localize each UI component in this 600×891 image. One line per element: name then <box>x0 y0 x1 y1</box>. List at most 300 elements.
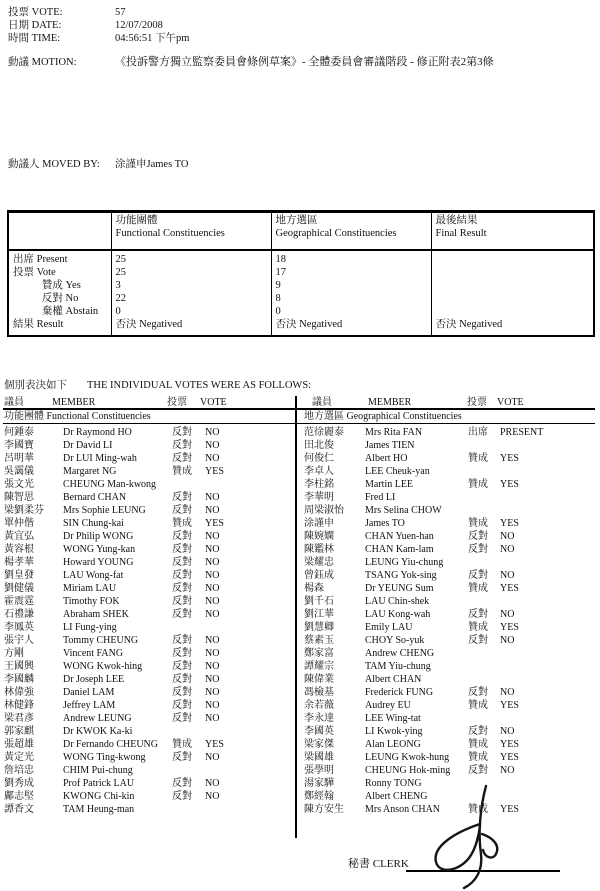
member-row <box>0 504 295 517</box>
member-name-en: LI Fung-ying <box>63 622 117 633</box>
member-name-zh: 余若薇 <box>304 700 334 711</box>
member-row <box>0 543 295 556</box>
meta-block <box>8 6 189 45</box>
member-row <box>300 725 600 738</box>
header-vote-en: VOTE <box>497 397 524 408</box>
member-vote-en: NO <box>205 687 220 698</box>
member-name-zh: 陳婉嫻 <box>304 531 334 542</box>
member-name-zh: 李國英 <box>304 726 334 737</box>
member-vote-en: NO <box>205 596 220 607</box>
member-name-en: CHEUNG Hok-ming <box>365 765 451 776</box>
member-name-en: Dr David LI <box>63 440 113 451</box>
member-name-zh: 張文光 <box>4 479 34 490</box>
member-name-en: Miriam LAU <box>63 583 117 594</box>
summary-functional-value: 0 <box>115 305 121 317</box>
meta-row <box>8 19 189 32</box>
member-vote-en <box>500 465 600 478</box>
member-name-zh: 劉江華 <box>304 609 334 620</box>
member-name-zh: 梁耀忠 <box>304 557 334 568</box>
member-name-en: Timothy FOK <box>63 596 120 607</box>
moved-by-row <box>8 158 188 171</box>
member-row <box>0 426 295 439</box>
member-vote-en: YES <box>500 518 519 529</box>
member-name-en: Howard YOUNG <box>63 557 134 568</box>
member-vote-en: NO <box>500 726 515 737</box>
member-vote-en <box>500 660 600 673</box>
member-name-en: CHEUNG Man-kwong <box>63 479 157 490</box>
member-vote-en <box>500 777 600 790</box>
member-name-en: Margaret NG <box>63 466 117 477</box>
member-name-en: Ronny TONG <box>365 778 422 789</box>
moved-by-label: 動議人 MOVED BY: <box>8 159 100 170</box>
member-vote-en: NO <box>205 531 220 542</box>
clerk-label: 秘書 CLERK <box>348 858 409 870</box>
member-name-zh: 呂明華 <box>4 453 34 464</box>
individual-votes-title-zh: 個別表決如下 <box>4 380 67 391</box>
member-name-en: Frederick FUNG <box>365 687 434 698</box>
category-geographical: 地方選區 Geographical Constituencies <box>304 411 462 422</box>
member-name-zh: 林偉強 <box>4 687 34 698</box>
member-vote-zh: 反對 <box>172 661 192 672</box>
member-vote-en <box>500 595 600 608</box>
header-member-en: MEMBER <box>368 397 412 408</box>
member-name-en: CHIM Pui-chung <box>63 765 133 776</box>
meta-value: 12/07/2008 <box>115 20 163 31</box>
member-vote-en: NO <box>500 570 515 581</box>
member-row <box>0 738 295 751</box>
member-name-zh: 梁家傑 <box>304 739 334 750</box>
member-name-zh: 譚耀宗 <box>304 661 334 672</box>
summary-functional-value: 22 <box>115 292 126 304</box>
member-vote-en: NO <box>205 778 220 789</box>
member-vote-en: NO <box>500 544 515 555</box>
member-vote-zh: 贊成 <box>468 622 488 633</box>
member-name-en: Fred LI <box>365 492 396 503</box>
summary-final-value <box>436 266 590 279</box>
member-name-zh: 周梁淑怡 <box>304 505 344 516</box>
member-row <box>0 439 295 452</box>
member-name-zh: 鄺志堅 <box>4 791 34 802</box>
header-member-zh: 議員 <box>312 397 332 408</box>
meta-value: 04:56:51 下午pm <box>115 33 190 44</box>
member-vote-en: NO <box>205 453 220 464</box>
member-vote-zh <box>468 556 500 569</box>
member-name-en: Dr LUI Ming-wah <box>63 453 137 464</box>
member-row <box>0 595 295 608</box>
member-name-en: Albert CHENG <box>365 791 428 802</box>
member-vote-zh: 反對 <box>172 778 192 789</box>
meta-label: 日期 DATE: <box>8 20 62 31</box>
member-vote-en <box>500 504 600 517</box>
member-name-zh: 陳偉業 <box>304 674 334 685</box>
member-vote-en: NO <box>205 609 220 620</box>
member-row <box>0 803 295 816</box>
member-name-zh: 劉千石 <box>304 596 334 607</box>
member-name-zh: 李柱銘 <box>304 479 334 490</box>
member-name-zh: 梁君彥 <box>4 713 34 724</box>
member-vote-en: YES <box>500 622 519 633</box>
member-name-zh: 楊森 <box>304 583 324 594</box>
member-name-zh: 曾鈺成 <box>304 570 334 581</box>
member-name-en: TAM Heung-man <box>63 804 135 815</box>
member-row <box>300 426 600 439</box>
member-row <box>0 556 295 569</box>
member-vote-zh: 反對 <box>172 700 192 711</box>
summary-final-value <box>436 292 590 305</box>
member-row <box>300 504 600 517</box>
header-member-zh: 議員 <box>4 397 24 408</box>
member-vote-zh: 反對 <box>172 440 192 451</box>
member-row <box>0 621 295 634</box>
member-vote-zh: 贊成 <box>468 739 488 750</box>
member-name-en: James TIEN <box>365 440 415 451</box>
member-name-en: LEE Wing-tat <box>365 713 421 724</box>
member-vote-zh: 反對 <box>172 531 192 542</box>
member-name-en: Martin LEE <box>365 479 414 490</box>
member-vote-en: NO <box>205 752 220 763</box>
member-name-zh: 譚香文 <box>4 804 34 815</box>
member-row <box>300 543 600 556</box>
member-name-en: Albert HO <box>365 453 408 464</box>
member-vote-en <box>205 764 295 777</box>
member-name-en: Dr KWOK Ka-ki <box>63 726 133 737</box>
col-title-en: Final Result <box>435 228 487 239</box>
summary-final-value <box>436 279 590 292</box>
member-vote-zh: 反對 <box>172 453 192 464</box>
member-name-zh: 何鍾泰 <box>4 427 34 438</box>
member-name-zh: 范徐麗泰 <box>304 427 344 438</box>
summary-geographical-value: 否決 Negatived <box>275 318 343 330</box>
member-vote-en: YES <box>500 453 519 464</box>
member-vote-en <box>205 725 295 738</box>
member-vote-en: YES <box>500 583 519 594</box>
summary-labels-cell <box>8 250 111 336</box>
member-row <box>0 647 295 660</box>
member-vote-en: YES <box>500 804 519 815</box>
member-name-zh: 何俊仁 <box>304 453 334 464</box>
summary-row-label: 出席 Present <box>13 253 68 265</box>
member-name-en: Alan LEONG <box>365 739 421 750</box>
member-list-geographical <box>300 426 600 816</box>
member-name-zh: 李國麟 <box>4 674 34 685</box>
member-name-zh: 單仲偕 <box>4 518 34 529</box>
member-name-en: Jeffrey LAM <box>63 700 116 711</box>
member-row <box>0 582 295 595</box>
member-vote-en: NO <box>205 427 220 438</box>
member-row <box>0 608 295 621</box>
member-vote-zh: 反對 <box>172 557 192 568</box>
member-name-en: Dr Philip WONG <box>63 531 134 542</box>
member-row <box>0 530 295 543</box>
summary-geographical-value: 0 <box>275 305 281 317</box>
member-name-zh: 黃容根 <box>4 544 34 555</box>
member-name-zh: 方剛 <box>4 648 24 659</box>
member-vote-zh <box>172 478 205 491</box>
header-vote-zh: 投票 <box>167 397 187 408</box>
member-name-en: Mrs Rita FAN <box>365 427 423 438</box>
member-row <box>0 465 295 478</box>
member-vote-zh: 贊成 <box>172 739 192 750</box>
member-vote-zh: 反對 <box>468 609 488 620</box>
member-name-en: Andrew CHENG <box>365 648 435 659</box>
individual-votes-title <box>4 377 311 392</box>
member-vote-zh <box>468 660 500 673</box>
member-name-en: TAM Yiu-chung <box>365 661 431 672</box>
member-name-zh: 梁劉柔芬 <box>4 505 44 516</box>
member-row <box>300 608 600 621</box>
summary-table <box>7 210 595 337</box>
member-row <box>0 725 295 738</box>
member-row <box>0 634 295 647</box>
member-row <box>300 582 600 595</box>
member-vote-zh <box>468 647 500 660</box>
member-vote-en: NO <box>500 765 515 776</box>
member-vote-en: NO <box>500 609 515 620</box>
member-vote-en: YES <box>205 518 224 529</box>
member-row <box>300 556 600 569</box>
summary-col-final <box>431 212 594 250</box>
meta-label: 時間 TIME: <box>8 33 61 44</box>
member-vote-zh <box>172 621 205 634</box>
member-vote-en: NO <box>205 661 220 672</box>
member-name-en: CHAN Yuen-han <box>365 531 434 542</box>
member-row <box>0 790 295 803</box>
individual-votes-title-en: THE INDIVIDUAL VOTES WERE AS FOLLOWS: <box>87 380 312 391</box>
meta-label: 投票 VOTE: <box>8 7 63 18</box>
member-name-en: Andrew LEUNG <box>63 713 132 724</box>
member-vote-en: YES <box>205 466 224 477</box>
member-vote-zh: 反對 <box>468 687 488 698</box>
member-vote-en: NO <box>205 583 220 594</box>
member-row <box>300 595 600 608</box>
member-vote-zh: 反對 <box>172 687 192 698</box>
member-name-en: WONG Kwok-hing <box>63 661 143 672</box>
member-row <box>0 686 295 699</box>
member-vote-zh <box>468 673 500 686</box>
summary-final-value <box>436 253 590 266</box>
member-name-zh: 劉健儀 <box>4 583 34 594</box>
member-vote-zh <box>468 504 500 517</box>
member-vote-zh: 反對 <box>172 648 192 659</box>
member-name-en: Tommy CHEUNG <box>63 635 139 646</box>
motion-text: 《投訴警方獨立監察委員會條例草案》- 全體委員會審議階段 - 修正附表2第3條 <box>115 56 494 68</box>
member-name-en: CHAN Kam-lam <box>365 544 434 555</box>
summary-col-geographical <box>271 212 431 250</box>
member-row <box>300 764 600 777</box>
member-name-zh: 田北俊 <box>304 440 334 451</box>
member-row <box>300 452 600 465</box>
summary-corner-cell <box>8 212 111 250</box>
member-name-zh: 陳方安生 <box>304 804 344 815</box>
member-name-en: Albert CHAN <box>365 674 422 685</box>
summary-final-value <box>436 305 590 318</box>
member-name-zh: 劉秀成 <box>4 778 34 789</box>
member-name-en: LI Kwok-ying <box>365 726 423 737</box>
member-row <box>0 517 295 530</box>
member-vote-en: NO <box>205 791 220 802</box>
member-name-zh: 李卓人 <box>304 466 334 477</box>
summary-geographical-value: 18 <box>275 253 286 265</box>
member-vote-zh <box>468 712 500 725</box>
member-vote-en <box>500 556 600 569</box>
member-vote-zh: 反對 <box>172 544 192 555</box>
meta-row <box>8 6 189 19</box>
col-title-en: Functional Constituencies <box>115 228 225 239</box>
member-vote-en: NO <box>205 635 220 646</box>
member-name-en: KWONG Chi-kin <box>63 791 135 802</box>
member-name-en: Vincent FANG <box>63 648 124 659</box>
member-vote-zh: 贊成 <box>468 518 488 529</box>
member-vote-en <box>500 712 600 725</box>
member-row <box>300 712 600 725</box>
summary-functional-value: 25 <box>115 266 126 278</box>
member-row <box>0 699 295 712</box>
member-row <box>300 738 600 751</box>
member-vote-en <box>205 621 295 634</box>
member-vote-zh: 贊成 <box>172 466 192 477</box>
summary-row-label: 結果 Result <box>13 318 64 330</box>
member-vote-zh <box>468 439 500 452</box>
member-name-en: James TO <box>365 518 405 529</box>
motion-row <box>8 56 494 69</box>
member-name-en: Mrs Anson CHAN <box>365 804 441 815</box>
member-name-en: Abraham SHEK <box>63 609 129 620</box>
member-row <box>0 764 295 777</box>
member-vote-zh: 反對 <box>468 570 488 581</box>
member-name-zh: 楊孝華 <box>4 557 34 568</box>
member-name-en: LEUNG Yiu-chung <box>365 557 444 568</box>
header-vote-en: VOTE <box>200 397 227 408</box>
summary-geographical-value: 8 <box>275 292 281 304</box>
member-name-zh: 張學明 <box>304 765 334 776</box>
member-name-zh: 詹培忠 <box>4 765 34 776</box>
meta-row <box>8 32 189 45</box>
summary-row-label: 棄權 Abstain <box>13 305 99 317</box>
member-vote-zh: 反對 <box>468 531 488 542</box>
member-vote-zh: 反對 <box>172 596 192 607</box>
member-name-zh: 吳靄儀 <box>4 466 34 477</box>
member-name-en: Mrs Selina CHOW <box>365 505 442 516</box>
summary-functional-value: 25 <box>115 253 126 265</box>
summary-geographical-value: 17 <box>275 266 286 278</box>
member-vote-zh: 反對 <box>172 570 192 581</box>
member-vote-zh <box>172 764 205 777</box>
member-vote-en: NO <box>500 531 515 542</box>
member-name-zh: 李國寶 <box>4 440 34 451</box>
member-vote-en <box>500 647 600 660</box>
member-row <box>300 478 600 491</box>
summary-geographical-cell <box>271 250 431 336</box>
member-row <box>0 478 295 491</box>
member-row <box>300 621 600 634</box>
category-rule <box>3 423 595 424</box>
clerk-signature <box>420 782 510 890</box>
member-name-zh: 李永達 <box>304 713 334 724</box>
member-row <box>0 569 295 582</box>
summary-final-value: 否決 Negatived <box>435 318 503 330</box>
summary-row-label: 反對 No <box>13 292 79 304</box>
member-row <box>0 452 295 465</box>
member-vote-zh: 反對 <box>172 583 192 594</box>
member-vote-en: YES <box>205 739 224 750</box>
member-name-zh: 蔡素玉 <box>304 635 334 646</box>
member-vote-zh: 反對 <box>172 713 192 724</box>
member-name-en: LEUNG Kwok-hung <box>365 752 450 763</box>
member-vote-en: NO <box>205 557 220 568</box>
member-name-zh: 梁國雄 <box>304 752 334 763</box>
member-name-zh: 張超雄 <box>4 739 34 750</box>
member-name-en: LAU Wong-fat <box>63 570 124 581</box>
member-vote-zh: 贊成 <box>468 583 488 594</box>
col-title-zh: 地方選區 <box>275 215 318 226</box>
member-vote-en: YES <box>500 700 519 711</box>
member-vote-en: PRESENT <box>500 427 544 438</box>
member-vote-zh: 贊成 <box>468 479 488 490</box>
col-title-zh: 功能團體 <box>115 215 158 226</box>
member-name-en: WONG Ting-kwong <box>63 752 146 763</box>
member-name-en: Bernard CHAN <box>63 492 127 503</box>
summary-row-label: 投票 Vote <box>13 266 56 278</box>
member-vote-zh: 反對 <box>172 674 192 685</box>
member-row <box>300 660 600 673</box>
member-name-en: Prof Patrick LAU <box>63 778 135 789</box>
member-row <box>300 491 600 504</box>
member-row <box>300 673 600 686</box>
member-vote-en: NO <box>205 674 220 685</box>
member-name-zh: 張宇人 <box>4 635 34 646</box>
member-name-zh: 李鳳英 <box>4 622 34 633</box>
header-vote-zh: 投票 <box>467 397 487 408</box>
member-name-en: Mrs Sophie LEUNG <box>63 505 146 516</box>
member-row <box>300 530 600 543</box>
member-name-en: TSANG Yok-sing <box>365 570 437 581</box>
member-row <box>0 751 295 764</box>
member-vote-en: NO <box>205 700 220 711</box>
col-title-en: Geographical Constituencies <box>275 228 397 239</box>
member-name-zh: 霍震霆 <box>4 596 34 607</box>
member-vote-zh: 贊成 <box>468 700 488 711</box>
member-vote-en: NO <box>205 492 220 503</box>
member-name-zh: 郭家麒 <box>4 726 34 737</box>
member-name-en: Dr Joseph LEE <box>63 674 125 685</box>
member-name-en: WONG Yung-kan <box>63 544 136 555</box>
member-vote-zh: 反對 <box>172 492 192 503</box>
member-vote-zh: 反對 <box>172 505 192 516</box>
member-name-en: LAU Chin-shek <box>365 596 430 607</box>
member-row <box>0 491 295 504</box>
motion-label: 動議 MOTION: <box>8 57 77 68</box>
member-vote-zh: 反對 <box>468 765 488 776</box>
member-name-zh: 黃定光 <box>4 752 34 763</box>
summary-functional-value: 否決 Negatived <box>115 318 183 330</box>
member-vote-en <box>500 439 600 452</box>
member-name-zh: 劉慧卿 <box>304 622 334 633</box>
member-name-en: CHOY So-yuk <box>365 635 425 646</box>
summary-header-row <box>8 212 594 250</box>
member-name-zh: 湯家驊 <box>304 778 334 789</box>
column-divider <box>295 396 297 838</box>
member-vote-zh <box>468 595 500 608</box>
member-row <box>300 439 600 452</box>
member-row <box>300 569 600 582</box>
member-row <box>0 777 295 790</box>
col-title-zh: 最後結果 <box>435 215 478 226</box>
member-name-zh: 馮檢基 <box>304 687 334 698</box>
member-vote-en: NO <box>500 687 515 698</box>
member-vote-zh: 反對 <box>172 609 192 620</box>
member-name-en: Daniel LAM <box>63 687 115 698</box>
member-vote-zh: 反對 <box>172 635 192 646</box>
